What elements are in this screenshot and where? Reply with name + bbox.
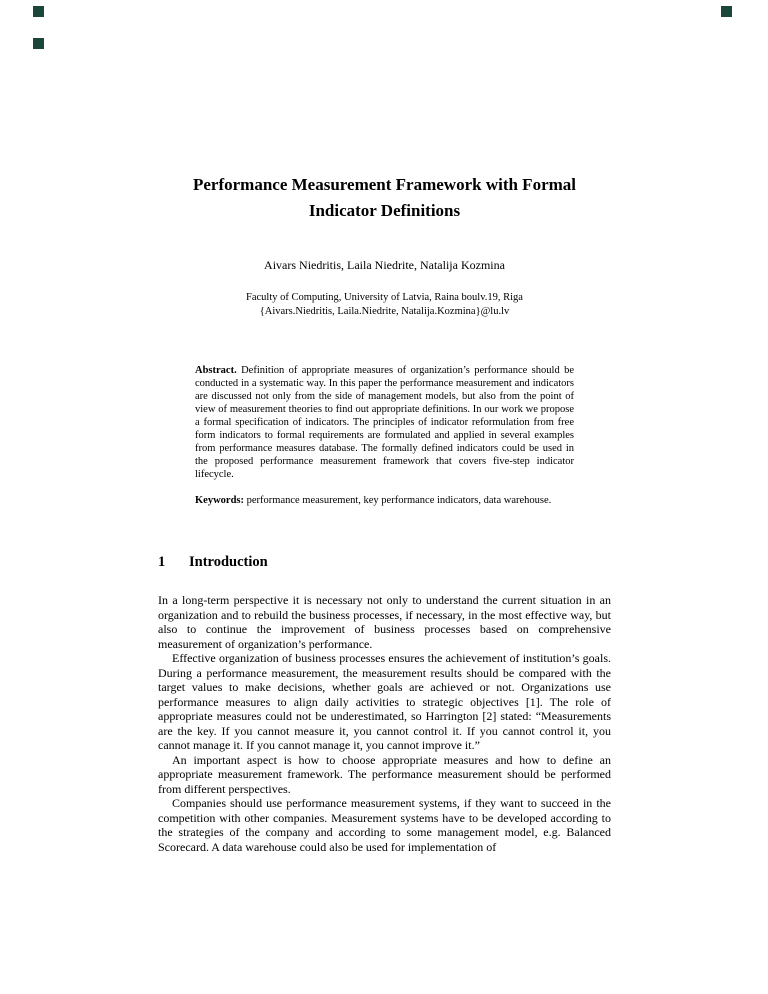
- keywords-text: performance measurement, key performance indicators, data warehouse.: [244, 495, 552, 506]
- corner-marker-top-left-1: [33, 6, 44, 17]
- keywords: [195, 494, 574, 507]
- section-heading-introduction: [158, 554, 611, 571]
- corner-marker-top-right: [721, 6, 732, 17]
- paper-title-line2: Indicator Definitions: [308, 201, 461, 220]
- paragraph: Effective organization of business processes ensures the achievement of institution’s goals. During a performance measurement, the measurement results should be compared with the target values to make decisions, whether goals are achieved or not. Organizations use performance measures to align daily activities to strategic objectives [1]. The role of appropriate measures could not be underestimated, so Harrington [2] stated: “Measurements are the key. If you cannot measure it, you cannot control it. If you cannot control it, you cannot manage it. If you cannot manage it, you cannot improve it.”: [158, 651, 611, 752]
- affiliation: [158, 291, 611, 318]
- paper-content: [158, 172, 611, 854]
- keywords-label: Keywords:: [195, 495, 244, 506]
- section-title: Introduction: [189, 554, 268, 570]
- paper-title-line1: Performance Measurement Framework with Formal: [193, 175, 576, 194]
- corner-marker-top-left-2: [33, 38, 44, 49]
- paragraph: Companies should use performance measurement systems, if they want to succeed in the competition with other companies. Measurement systems have to be developed according to the strategies of the company and according to some management model, e.g. Balanced Scorecard. A data warehouse could also be used for implementation of: [158, 796, 611, 854]
- paragraph: In a long-term perspective it is necessary not only to understand the current situation in an organization and to rebuild the business processes, if necessary, in the most effective way, but also to continue the improvement of business processes based on comprehensive measurement of organization’s performance.: [158, 593, 611, 651]
- abstract-text: Definition of appropriate measures of organization’s performance should be conducted in a systematic way. In this paper the performance measurement and indicators are discussed not only from the side of management models, but also from the point of view of measurement theories to find out appropriate definitions. In our work we propose a formal specification of indicators. The principles of indicator reformulation from free form indicators to formal requirements are formulated and applied in several examples from performance measures database. The formally defined indicators could be used in the proposed performance measurement framework that covers five-step indicator lifecycle.: [195, 365, 574, 480]
- abstract-label: Abstract.: [195, 365, 237, 376]
- author-list: Aivars Niedritis, Laila Niedrite, Natalija Kozmina: [264, 258, 505, 272]
- affiliation-line1: Faculty of Computing, University of Latvia, Raina boulv.19, Riga: [246, 292, 523, 303]
- abstract: [195, 364, 574, 481]
- affiliation-line2: {Aivars.Niedritis, Laila.Niedrite, Natalija.Kozmina}@lu.lv: [259, 305, 510, 317]
- section-number: 1: [158, 554, 166, 570]
- introduction-body: [158, 593, 611, 854]
- paper-title: [158, 172, 611, 224]
- paragraph: An important aspect is how to choose appropriate measures and how to define an appropriate measurement framework. The performance measurement should be performed from different perspectives.: [158, 752, 611, 796]
